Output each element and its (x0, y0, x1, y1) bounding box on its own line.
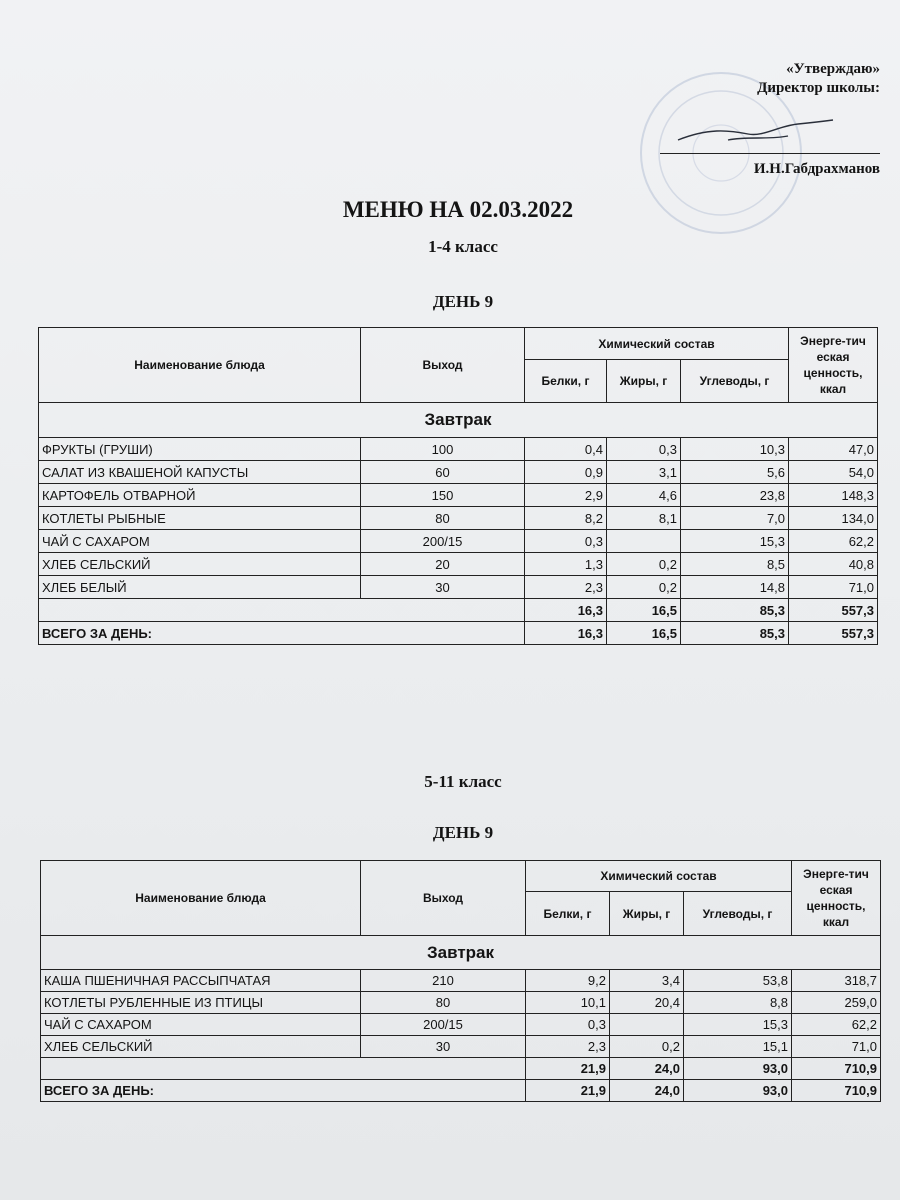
dish-protein: 8,2 (525, 507, 607, 530)
subtotal-row (41, 1058, 881, 1080)
dish-yield: 30 (361, 576, 525, 599)
header-energy: Энерге-тич еская ценность, ккал (789, 328, 878, 403)
dish-carbs: 53,8 (684, 970, 792, 992)
dish-carbs: 23,8 (681, 484, 789, 507)
dish-fat: 0,2 (607, 553, 681, 576)
header-yield: Выход (361, 328, 525, 403)
header-fat: Жиры, г (607, 360, 681, 403)
table-row (39, 438, 878, 461)
header-protein: Белки, г (526, 892, 610, 936)
total-energy: 710,9 (792, 1080, 881, 1102)
dish-fat: 3,1 (607, 461, 681, 484)
dish-fat (610, 1014, 684, 1036)
dish-name: КОТЛЕТЫ РЫБНЫЕ (39, 507, 361, 530)
header-carbs: Углеводы, г (681, 360, 789, 403)
header-name: Наименование блюда (41, 861, 361, 936)
dish-fat: 8,1 (607, 507, 681, 530)
subtotal-energy: 710,9 (792, 1058, 881, 1080)
subtotal-carbs: 93,0 (684, 1058, 792, 1080)
dish-energy: 71,0 (789, 576, 878, 599)
total-row (41, 1080, 881, 1102)
dish-fat (607, 530, 681, 553)
dish-yield: 60 (361, 461, 525, 484)
table-row (39, 507, 878, 530)
subtotal-row (39, 599, 878, 622)
dish-protein: 0,4 (525, 438, 607, 461)
dish-yield: 210 (361, 970, 526, 992)
table-row (41, 1036, 881, 1058)
dish-carbs: 15,3 (681, 530, 789, 553)
table-row (39, 576, 878, 599)
dish-fat: 20,4 (610, 992, 684, 1014)
subtotal-fat: 16,5 (607, 599, 681, 622)
total-protein: 16,3 (525, 622, 607, 645)
dish-name: ХЛЕБ БЕЛЫЙ (39, 576, 361, 599)
dish-yield: 100 (361, 438, 525, 461)
day-heading-1: ДЕНЬ 9 (432, 292, 494, 311)
grade-heading-1: 1-4 класс (428, 237, 498, 256)
total-energy: 557,3 (789, 622, 878, 645)
dish-name: ХЛЕБ СЕЛЬСКИЙ (41, 1036, 361, 1058)
subtotal-fat: 24,0 (610, 1058, 684, 1080)
menu-title: МЕНЮ НА 02.03.2022 (342, 197, 574, 222)
dish-protein: 9,2 (526, 970, 610, 992)
dish-carbs: 8,8 (684, 992, 792, 1014)
dish-fat: 4,6 (607, 484, 681, 507)
dish-protein: 0,9 (525, 461, 607, 484)
dish-yield: 150 (361, 484, 525, 507)
dish-name: САЛАТ ИЗ КВАШЕНОЙ КАПУСТЫ (39, 461, 361, 484)
dish-name: ХЛЕБ СЕЛЬСКИЙ (39, 553, 361, 576)
dish-fat: 3,4 (610, 970, 684, 992)
dish-protein: 2,9 (525, 484, 607, 507)
dish-protein: 1,3 (525, 553, 607, 576)
dish-energy: 54,0 (789, 461, 878, 484)
dish-energy: 47,0 (789, 438, 878, 461)
total-label: ВСЕГО ЗА ДЕНЬ: (39, 622, 525, 645)
table-row (39, 484, 878, 507)
dish-name: КАРТОФЕЛЬ ОТВАРНОЙ (39, 484, 361, 507)
dish-yield: 200/15 (361, 530, 525, 553)
dish-carbs: 8,5 (681, 553, 789, 576)
dish-energy: 134,0 (789, 507, 878, 530)
header-energy: Энерге-тич еская ценность, ккал (792, 861, 881, 936)
section-breakfast: Завтрак (39, 403, 878, 438)
header-fat: Жиры, г (610, 892, 684, 936)
dish-name: ЧАЙ С САХАРОМ (41, 1014, 361, 1036)
dish-fat: 0,2 (610, 1036, 684, 1058)
approval-block (757, 60, 880, 98)
day-heading-2: ДЕНЬ 9 (432, 823, 494, 842)
table-row (39, 553, 878, 576)
subtotal-energy: 557,3 (789, 599, 878, 622)
dish-protein: 0,3 (525, 530, 607, 553)
menu-table-1 (38, 327, 878, 645)
dish-energy: 71,0 (792, 1036, 881, 1058)
total-label: ВСЕГО ЗА ДЕНЬ: (41, 1080, 526, 1102)
dish-carbs: 10,3 (681, 438, 789, 461)
subtotal-protein: 16,3 (525, 599, 607, 622)
dish-fat: 0,2 (607, 576, 681, 599)
dish-yield: 30 (361, 1036, 526, 1058)
table-row (41, 992, 881, 1014)
total-fat: 24,0 (610, 1080, 684, 1102)
dish-carbs: 5,6 (681, 461, 789, 484)
total-carbs: 85,3 (681, 622, 789, 645)
dish-protein: 10,1 (526, 992, 610, 1014)
table-row (41, 970, 881, 992)
total-fat: 16,5 (607, 622, 681, 645)
total-protein: 21,9 (526, 1080, 610, 1102)
director-signature (668, 110, 858, 155)
dish-name: КАША ПШЕНИЧНАЯ РАССЫПЧАТАЯ (41, 970, 361, 992)
header-chem: Химический состав (525, 328, 789, 360)
dish-carbs: 15,3 (684, 1014, 792, 1036)
dish-yield: 80 (361, 992, 526, 1014)
director-name: И.Н.Габдрахманов (753, 161, 880, 177)
dish-yield: 200/15 (361, 1014, 526, 1036)
header-carbs: Углеводы, г (684, 892, 792, 936)
dish-energy: 62,2 (792, 1014, 881, 1036)
dish-protein: 0,3 (526, 1014, 610, 1036)
total-row (39, 622, 878, 645)
table-row (39, 461, 878, 484)
dish-yield: 80 (361, 507, 525, 530)
header-yield: Выход (361, 861, 526, 936)
dish-carbs: 15,1 (684, 1036, 792, 1058)
dish-fat: 0,3 (607, 438, 681, 461)
header-protein: Белки, г (525, 360, 607, 403)
signature-line (660, 153, 880, 154)
menu-table-2 (40, 860, 881, 1102)
dish-energy: 259,0 (792, 992, 881, 1014)
table-row (41, 1014, 881, 1036)
dish-energy: 148,3 (789, 484, 878, 507)
approval-line-1: «Утверждаю» (786, 61, 880, 77)
dish-energy: 40,8 (789, 553, 878, 576)
dish-energy: 62,2 (789, 530, 878, 553)
grade-heading-2: 5-11 класс (424, 772, 502, 791)
dish-protein: 2,3 (526, 1036, 610, 1058)
dish-energy: 318,7 (792, 970, 881, 992)
dish-name: КОТЛЕТЫ РУБЛЕННЫЕ ИЗ ПТИЦЫ (41, 992, 361, 1014)
dish-name: ФРУКТЫ (ГРУШИ) (39, 438, 361, 461)
dish-yield: 20 (361, 553, 525, 576)
dish-carbs: 7,0 (681, 507, 789, 530)
subtotal-protein: 21,9 (526, 1058, 610, 1080)
dish-name: ЧАЙ С САХАРОМ (39, 530, 361, 553)
section-breakfast: Завтрак (41, 936, 881, 970)
table-row (39, 530, 878, 553)
header-chem: Химический состав (526, 861, 792, 892)
dish-protein: 2,3 (525, 576, 607, 599)
subtotal-carbs: 85,3 (681, 599, 789, 622)
approval-line-2: Директор школы: (757, 80, 880, 96)
header-name: Наименование блюда (39, 328, 361, 403)
total-carbs: 93,0 (684, 1080, 792, 1102)
dish-carbs: 14,8 (681, 576, 789, 599)
